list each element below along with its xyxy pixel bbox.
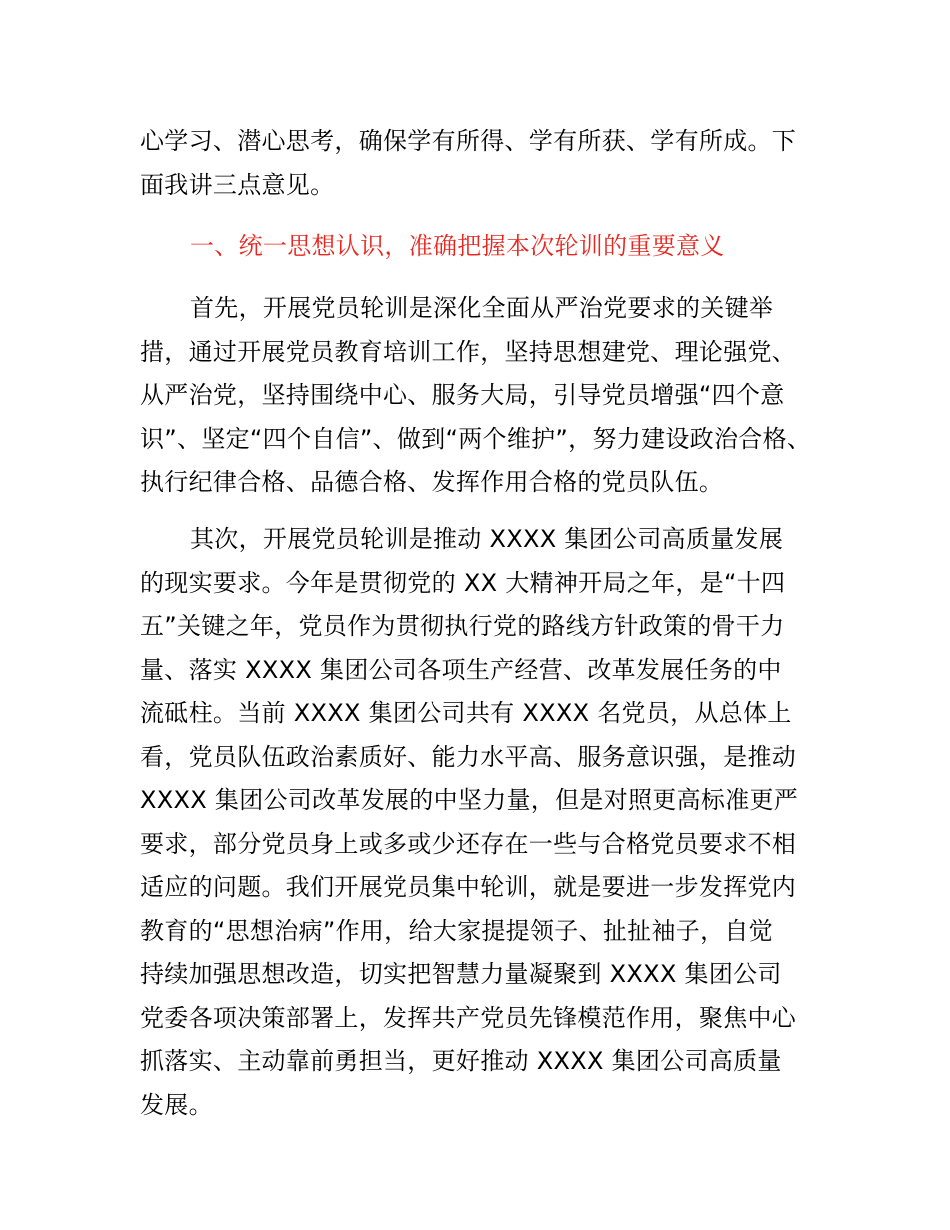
paragraph-line: 党委各项决策部署上，发挥共产党员先锋模范作用，聚焦中心 [140,1003,797,1032]
paragraph-first [140,287,820,505]
paragraph-line: 教育的“思想治病”作用，给大家提提领子、扯扯袖子，自觉 [140,916,773,945]
paragraph-line: 看，党员队伍政治素质好、能力水平高、服务意识强，是推动 [140,742,797,771]
paragraph-line: 其次，开展党员轮训是推动 XXXX 集团公司高质量发展 [190,525,784,553]
paragraph-line: 识”、坚定“四个自信”、做到“两个维护”，努力建设政治合格、 [140,424,812,453]
paragraph-line: 措，通过开展党员教育培训工作，坚持思想建党、理论强党、 [140,337,797,366]
section-heading [140,225,820,269]
paragraph-line: 抓落实、主动靠前勇担当，更好推动 XXXX 集团公司高质量 [140,1047,782,1075]
section-1-heading: 一、统一思想认识，准确把握本次轮训的重要意义 [190,232,725,260]
paragraph-line: 流砥柱。当前 XXXX 集团公司共有 XXXX 名党员，从总体上 [140,699,792,727]
intro-line: 面我讲三点意见。 [140,170,335,199]
paragraph-second [140,518,820,1127]
paragraph-line: 持续加强思想改造，切实把智慧力量凝聚到 XXXX 集团公司 [140,960,782,988]
paragraph-line: 发展。 [140,1090,213,1119]
paragraph-line: 首先，开展党员轮训是深化全面从严治党要求的关键举 [190,294,774,322]
paragraph-line: 要求，部分党员身上或多或少还存在一些与合格党员要求不相 [140,829,797,858]
paragraph-line: XXXX 集团公司改革发展的中坚力量，但是对照更高标准更严 [140,786,799,814]
paragraph-line: 的现实要求。今年是贯彻党的 XX 大精神开局之年，是“十四 [140,568,786,597]
intro-paragraph [140,120,820,207]
intro-line: 心学习、潜心思考，确保学有所得、学有所获、学有所成。下 [140,127,797,155]
paragraph-line: 从严治党，坚持围绕中心、服务大局，引导党员增强“四个意 [140,381,785,409]
paragraph-line: 五”关键之年，党员作为贯彻执行党的路线方针政策的骨干力 [140,612,785,640]
paragraph-line: 量、落实 XXXX 集团公司各项生产经营、改革发展任务的中 [140,655,782,684]
paragraph-line: 适应的问题。我们开展党员集中轮训，就是要进一步发挥党内 [140,873,797,901]
paragraph-line: 执行纪律合格、品德合格、发挥作用合格的党员队伍。 [140,468,724,496]
